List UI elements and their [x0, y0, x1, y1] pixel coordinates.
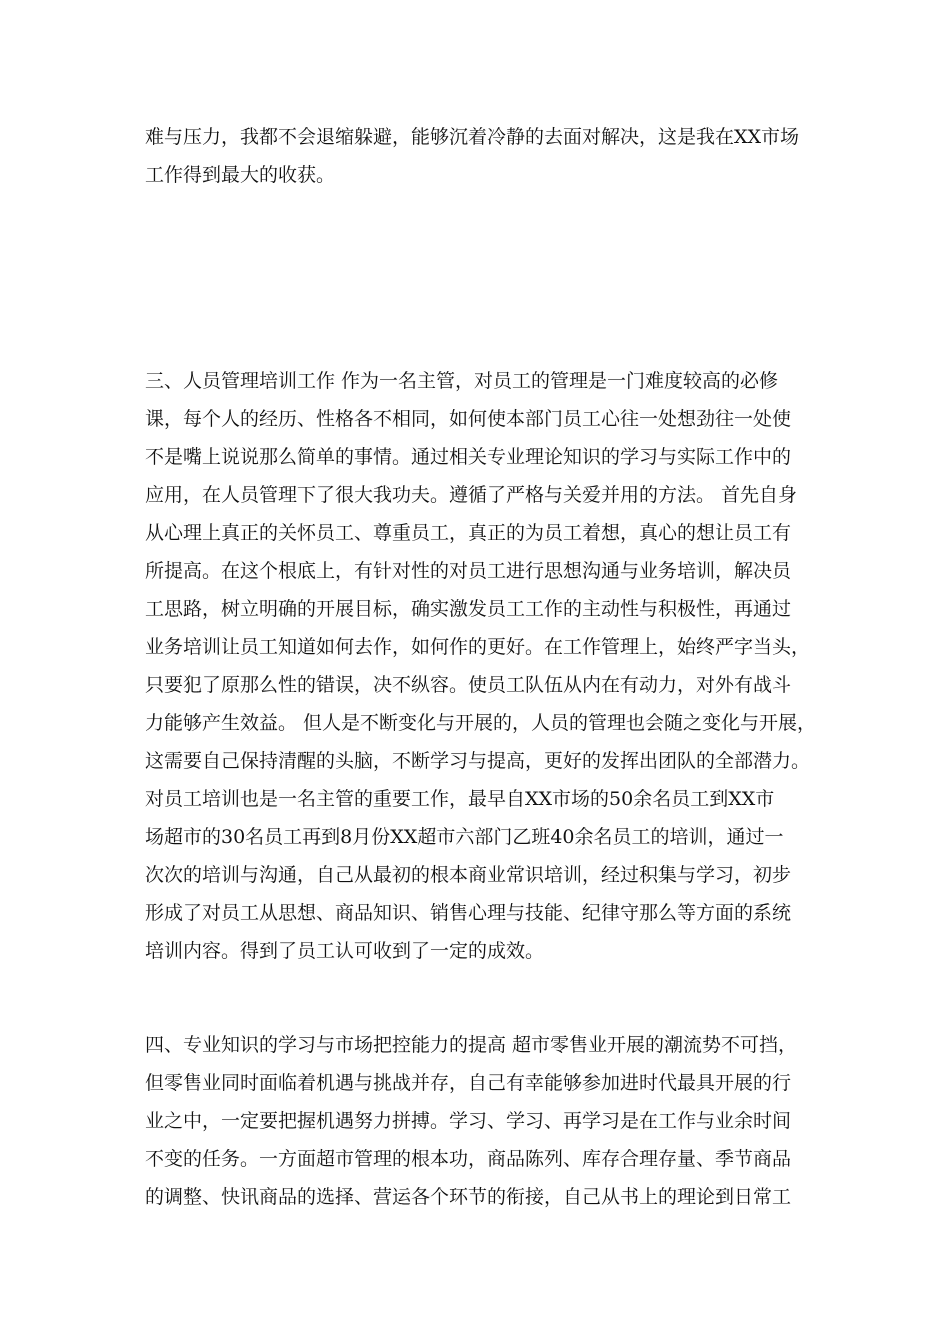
- text-line: 难与压力，我都不会退缩躲避，能够沉着冷静的去面对解决，这是我在XX市场: [145, 126, 800, 148]
- text-line: 工思路，树立明确的开展目标，确实激发员工工作的主动性与积极性，再通过: [145, 598, 792, 620]
- text-line: 业务培训让员工知道如何去作，如何作的更好。在工作管理上，始终严字当头，: [145, 636, 811, 658]
- text-line: 力能够产生效益。 但人是不断变化与开展的，人员的管理也会随之变化与开展，: [145, 712, 817, 734]
- text-line: 工作得到最大的收获。: [145, 164, 336, 186]
- text-line: 只要犯了原那么性的错误，决不纵容。使员工队伍从内在有动力，对外有战斗: [145, 674, 792, 696]
- text-line: 次次的培训与沟通，自己从最初的根本商业常识培训，经过积集与学习，初步: [145, 864, 792, 886]
- text-line: 课，每个人的经历、性格各不相同，如何使本部门员工心往一处想劲往一处使: [145, 408, 792, 430]
- text-line: 但零售业同时面临着机遇与挑战并存，自己有幸能够参加进时代最具开展的行: [145, 1072, 792, 1094]
- text-line: 场超市的30名员工再到8月份XX超市六部门乙班40余名员工的培训，通过一: [145, 826, 784, 848]
- text-line: 从心理上真正的关怀员工、尊重员工，真正的为员工着想，真心的想让员工有: [145, 522, 792, 544]
- text-line: 三、人员管理培训工作 作为一名主管，对员工的管理是一门难度较高的必修: [145, 370, 779, 392]
- text-line: 应用，在人员管理下了很大我功夫。遵循了严格与关爱并用的方法。 首先自身: [145, 484, 798, 506]
- text-line: 对员工培训也是一名主管的重要工作，最早自XX市场的50余名员工到XX市: [145, 788, 775, 810]
- text-line: 这需要自己保持清醒的头脑，不断学习与提高，更好的发挥出团队的全部潜力。: [145, 750, 811, 772]
- text-line: 形成了对员工从思想、商品知识、销售心理与技能、纪律守那么等方面的系统: [145, 902, 792, 924]
- text-line: 不变的任务。一方面超市管理的根本功，商品陈列、库存合理存量、季节商品: [145, 1148, 792, 1170]
- text-line: 的调整、快讯商品的选择、营运各个环节的衔接，自己从书上的理论到日常工: [145, 1186, 792, 1208]
- text-line: 四、专业知识的学习与市场把控能力的提高 超市零售业开展的潮流势不可挡，: [145, 1034, 798, 1056]
- text-line: 不是嘴上说说那么简单的事情。通过相关专业理论知识的学习与实际工作中的: [145, 446, 792, 468]
- text-line: 业之中，一定要把握机遇努力拼搏。学习、学习、再学习是在工作与业余时间: [145, 1110, 792, 1132]
- text-line: 所提高。在这个根底上，有针对性的对员工进行思想沟通与业务培训，解决员: [145, 560, 792, 582]
- text-line: 培训内容。得到了员工认可收到了一定的成效。: [145, 940, 545, 962]
